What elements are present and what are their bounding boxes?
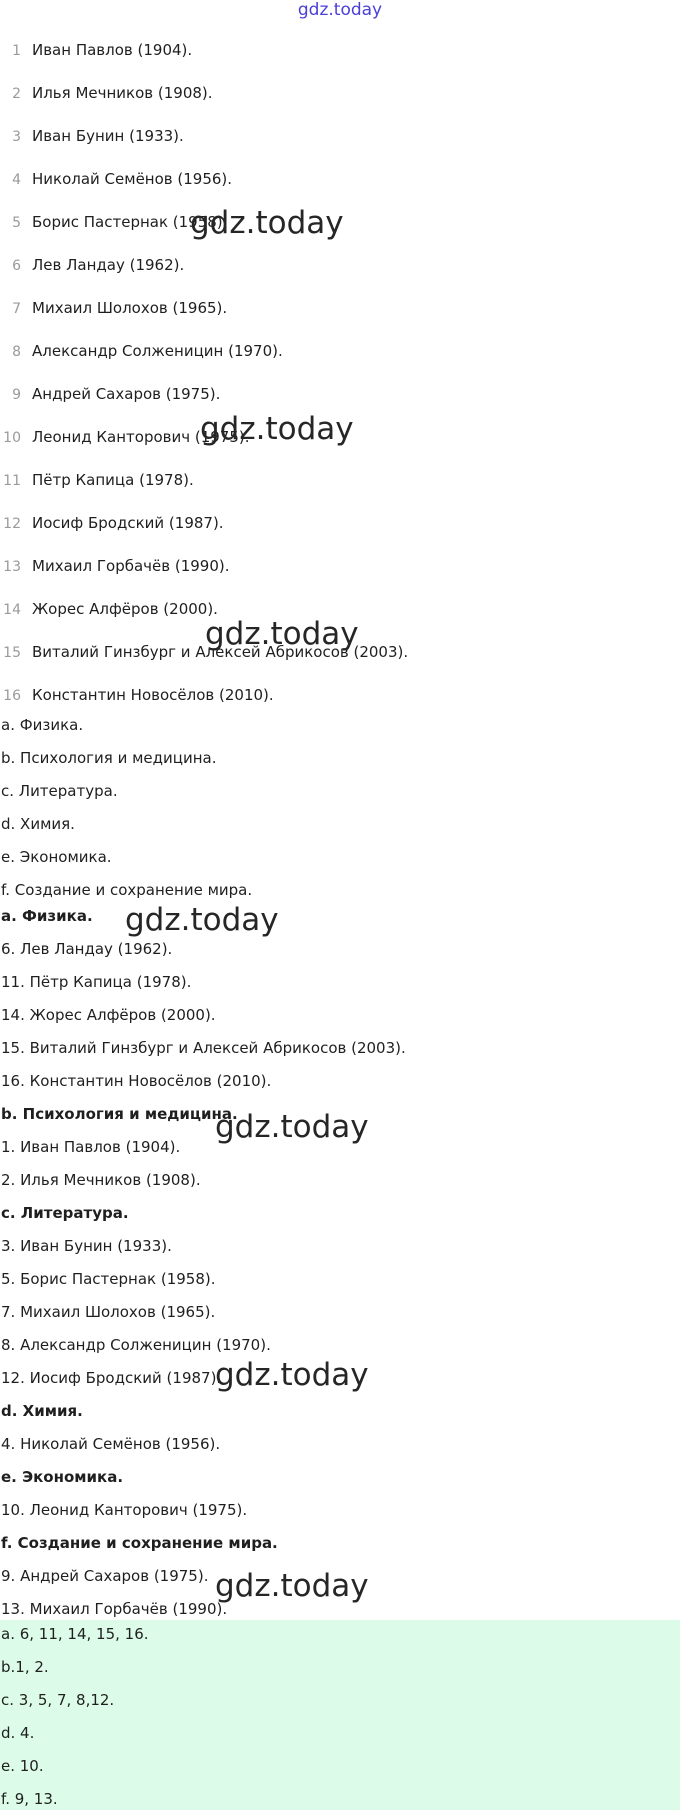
summary-item: d. 4. [1,1724,35,1742]
group-heading: b. Психология и медицина. [1,1105,238,1123]
category-item: f. Создание и сохранение мира. [1,881,253,899]
answer-item: 9. Андрей Сахаров (1975). [1,1567,209,1585]
summary-box [0,1620,680,1810]
name-row [0,124,184,148]
row-number: 8 [12,344,21,360]
row-text: Иосиф Бродский (1987). [32,514,224,532]
row-text: Пётр Капица (1978). [32,471,194,489]
category-item: b. Психология и медицина. [1,749,217,767]
answer-item: 6. Лев Ландау (1962). [1,940,173,958]
summary-item: f. 9, 13. [1,1790,58,1808]
row-text: Лев Ландау (1962). [32,256,185,274]
watermark-text: gdz.today [125,902,279,938]
watermark-text: gdz.today [215,1357,369,1393]
name-row [0,296,227,320]
name-row [0,339,283,363]
watermark-text: gdz.today [205,616,359,652]
row-text: Леонид Канторович (1975). [32,428,250,446]
answer-item: 1. Иван Павлов (1904). [1,1138,181,1156]
group-heading: f. Создание и сохранение мира. [1,1534,278,1552]
answer-item: 4. Николай Семёнов (1956). [1,1435,221,1453]
category-item: a. Физика. [1,716,84,734]
row-number: 10 [3,430,21,446]
row-text: Константин Новосёлов (2010). [32,686,274,704]
watermark-text: gdz.today [215,1568,369,1604]
row-text: Иван Павлов (1904). [32,41,193,59]
answer-item: 2. Илья Мечников (1908). [1,1171,201,1189]
answer-item: 11. Пётр Капица (1978). [1,973,192,991]
row-number: 7 [12,301,21,317]
row-text: Илья Мечников (1908). [32,84,213,102]
summary-item: b.1, 2. [1,1658,49,1676]
row-text: Михаил Горбачёв (1990). [32,557,230,575]
answer-item: 15. Виталий Гинзбург и Алексей Абрикосов (2003). [1,1039,406,1057]
answer-item: 12. Иосиф Бродский (1987). [1,1369,222,1387]
category-item: e. Экономика. [1,848,112,866]
answer-item: 8. Александр Солженицин (1970). [1,1336,271,1354]
name-row [0,554,230,578]
row-number: 13 [3,559,21,575]
name-row [0,167,232,191]
row-number: 4 [12,172,21,188]
watermark-text: gdz.today [190,205,344,241]
answer-item: 5. Борис Пастернак (1958). [1,1270,216,1288]
watermark-text: gdz.today [215,1109,369,1145]
row-text: Жорес Алфёров (2000). [32,600,218,618]
category-item: c. Литература. [1,782,118,800]
row-text: Андрей Сахаров (1975). [32,385,221,403]
name-row [0,38,192,62]
site-logo[interactable]: gdz.today [297,0,383,20]
row-number: 9 [12,387,21,403]
answer-item: 3. Иван Бунин (1933). [1,1237,172,1255]
row-text: Виталий Гинзбург и Алексей Абрикосов (2003). [32,643,409,661]
row-number: 14 [3,602,21,618]
row-number: 5 [12,215,21,231]
answer-item: 7. Михаил Шолохов (1965). [1,1303,216,1321]
name-row [0,253,184,277]
group-heading: c. Литература. [1,1204,129,1222]
row-number: 3 [12,129,21,145]
answer-item: 14. Жорес Алфёров (2000). [1,1006,216,1024]
group-heading: e. Экономика. [1,1468,124,1486]
name-row [0,511,224,535]
row-text: Михаил Шолохов (1965). [32,299,228,317]
watermark-text: gdz.today [200,411,354,447]
row-number: 16 [3,688,21,704]
row-number: 2 [12,86,21,102]
row-number: 6 [12,258,21,274]
name-row [0,382,220,406]
answer-item: 16. Константин Новосёлов (2010). [1,1072,272,1090]
category-item: d. Химия. [1,815,75,833]
answer-item: 10. Леонид Канторович (1975). [1,1501,248,1519]
summary-item: a. 6, 11, 14, 15, 16. [1,1625,149,1643]
answer-item: 13. Михаил Горбачёв (1990). [1,1600,228,1618]
group-heading: d. Химия. [1,1402,83,1420]
summary-item: c. 3, 5, 7, 8,12. [1,1691,115,1709]
row-text: Борис Пастернак (1958). [32,213,228,231]
name-row [0,683,274,707]
name-row [0,81,213,105]
row-number: 11 [3,473,21,489]
name-row [0,597,218,621]
name-row [0,468,194,492]
row-number: 15 [3,645,21,661]
group-heading: a. Физика. [1,907,93,925]
row-number: 12 [3,516,21,532]
row-text: Николай Семёнов (1956). [32,170,233,188]
row-text: Иван Бунин (1933). [32,127,184,145]
row-number: 1 [12,43,21,59]
row-text: Александр Солженицин (1970). [32,342,283,360]
summary-item: e. 10. [1,1757,44,1775]
